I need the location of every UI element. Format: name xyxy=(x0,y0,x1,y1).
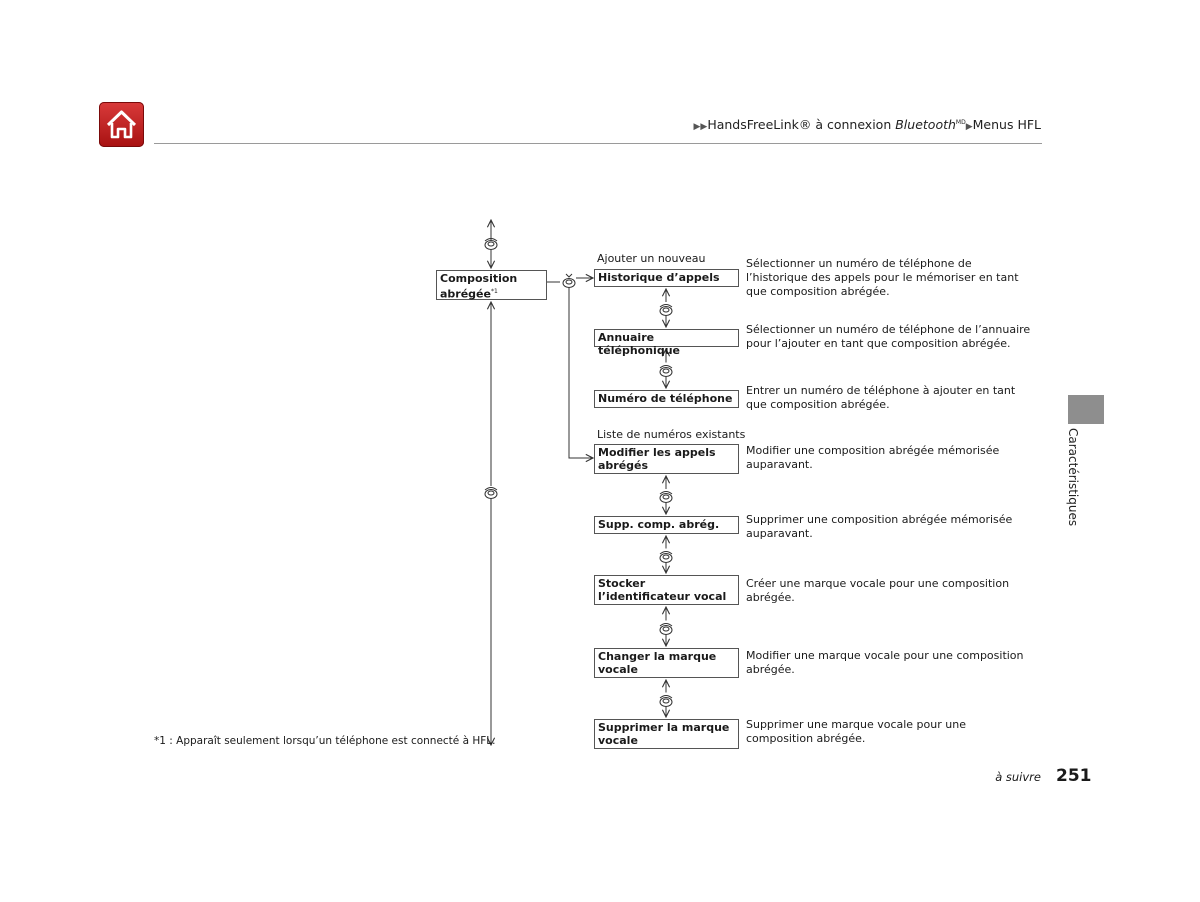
breadcrumb-bluetooth: Bluetooth xyxy=(895,117,956,132)
item-description: Supprimer une composition abrégée mémorisée auparavant. xyxy=(746,513,1013,540)
rotate-knob-icon xyxy=(658,302,674,321)
menu-node-label: Modifier les appels abrégés xyxy=(598,446,716,472)
item-description: Modifier une composition abrégée mémorisée auparavant. xyxy=(746,444,1000,471)
item-description: Modifier une marque vocale pour une composition abrégée. xyxy=(746,649,1024,676)
menu-node-stocker-identificateur[interactable] xyxy=(594,575,739,605)
menu-node-supprimer-marque[interactable] xyxy=(594,719,739,749)
push-knob-icon xyxy=(561,271,577,293)
item-description: Créer une marque vocale pour une composition abrégée. xyxy=(746,577,1010,604)
menu-node-supp-comp[interactable] xyxy=(594,516,739,534)
group-label-existing: Liste de numéros existants xyxy=(597,428,746,441)
menu-node-label: Historique d’appels xyxy=(598,271,720,284)
menu-node-historique-appels[interactable] xyxy=(594,269,739,287)
continued-label: à suivre xyxy=(995,770,1041,784)
page-number: 251 xyxy=(1056,766,1092,786)
menu-node-composition-abregee[interactable] xyxy=(436,270,547,300)
menu-node-changer-marque[interactable] xyxy=(594,648,739,678)
rotate-knob-icon xyxy=(658,363,674,382)
menu-node-label: Composition abrégée xyxy=(440,272,518,301)
menu-node-annuaire[interactable] xyxy=(594,329,739,357)
breadcrumb-md-mark: MD xyxy=(955,118,966,126)
menu-node-modifier-appels[interactable] xyxy=(594,444,739,474)
breadcrumb-part-2: Menus HFL xyxy=(972,117,1041,132)
item-description: Sélectionner un numéro de téléphone de l’historique des appels pour le mémoriser en tant que composition abrégée. xyxy=(746,257,1019,298)
rotate-knob-icon xyxy=(483,236,499,255)
footnote-marker: *1 xyxy=(490,288,498,295)
footnote: *1 : Apparaît seulement lorsqu’un téléphone est connecté à HFL. xyxy=(154,735,496,747)
rotate-knob-icon xyxy=(658,549,674,568)
breadcrumb-part-1: HandsFreeLink® à connexion xyxy=(707,117,896,132)
menu-node-label: Annuaire téléphonique xyxy=(598,331,680,357)
section-tab-label: Caractéristiques xyxy=(1066,428,1080,527)
menu-node-label: Changer la marque vocale xyxy=(598,650,717,676)
rotate-knob-icon xyxy=(658,621,674,640)
menu-node-numero-telephone[interactable] xyxy=(594,390,739,408)
menu-node-label: Stocker l’identificateur vocal xyxy=(598,577,727,603)
menu-node-label: Numéro de téléphone xyxy=(598,392,733,405)
breadcrumb-arrow-icon: ▶▶ xyxy=(693,122,708,132)
group-label-add-new: Ajouter un nouveau xyxy=(597,252,706,265)
section-tab[interactable] xyxy=(1068,395,1104,424)
item-description: Sélectionner un numéro de téléphone de l’annuaire pour l’ajouter en tant que composition abrégée. xyxy=(746,323,1031,350)
item-description: Supprimer une marque vocale pour une composition abrégée. xyxy=(746,718,966,745)
menu-node-label: Supprimer la marque vocale xyxy=(598,721,730,747)
menu-node-label: Supp. comp. abrég. xyxy=(598,518,720,531)
rotate-knob-icon xyxy=(658,489,674,508)
item-description: Entrer un numéro de téléphone à ajouter en tant que composition abrégée. xyxy=(746,384,1016,411)
breadcrumb-arrow-icon: ▶ xyxy=(965,122,973,132)
rotate-knob-icon xyxy=(658,693,674,712)
rotate-knob-icon xyxy=(483,485,499,504)
connector-arrow xyxy=(569,287,593,458)
